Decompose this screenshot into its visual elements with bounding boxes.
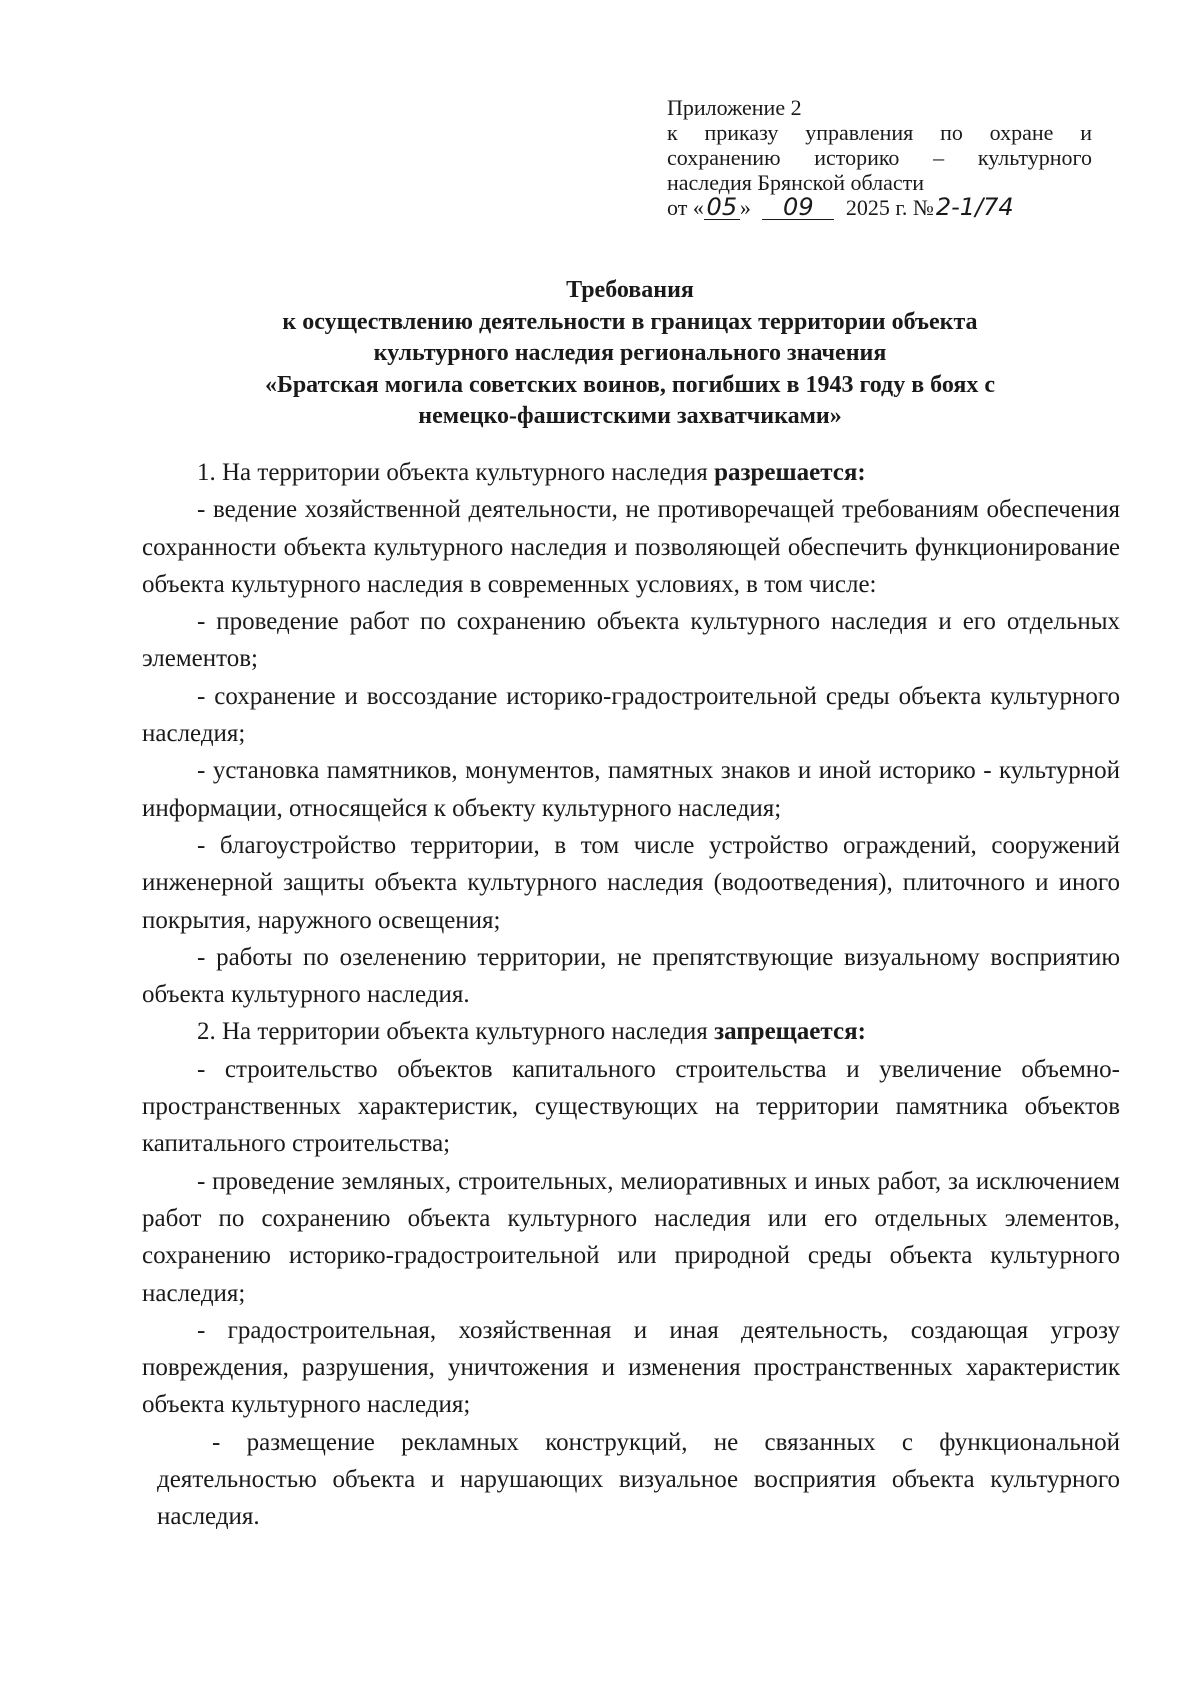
title-line-2: к осуществлению деятельности в границах территории объекта (282, 308, 978, 335)
section-1-item: - ведение хозяйственной деятельности, не противоречащей требованиям обеспечения сохранности объекта культурного наследия и позволяющей обеспечить функционирование объекта культурного наследия в современных условиях, в том числе: (142, 496, 1120, 598)
title-line-5: немецко-фашистскими захватчиками» (418, 403, 842, 429)
handwritten-order-number: 2-1/74 (935, 193, 1014, 221)
section-1-item: - благоустройство территории, в том числе устройство ограждений, сооружений инженерной защиты объекта культурного наследия (водоотведения), плиточного и иного покрытия, наружного освещения; (142, 831, 1120, 934)
title-line-1: Требования (566, 277, 694, 303)
annex-title: Приложение 2 (667, 95, 802, 120)
section-1-heading: 1. На территории объекта культурного наследия разрешается: (197, 459, 866, 486)
annex-region-line: наследия Брянской области (667, 170, 925, 195)
date-prefix: от « (667, 195, 704, 220)
annex-order-date (667, 195, 1092, 225)
section-1-item: - сохранение и воссоздание историко-градостроительной среды объекта культурного наследия; (142, 682, 1120, 748)
document-title (140, 275, 1120, 433)
annex-department-line: сохранению историко – культурного (667, 145, 1092, 170)
annex-order-line: к приказу управления по охране и (667, 120, 1092, 145)
date-mid: » (739, 195, 751, 220)
handwritten-month: 09 (783, 193, 814, 221)
date-year-text: 2025 г. № (845, 195, 934, 220)
section-2-item: - размещение рекламных конструкций, не связанных с функциональной деятельностью объекта и нарушающих визуальное восприятия объекта культурного наследия. (157, 1428, 1120, 1531)
date-month-field (762, 193, 834, 221)
date-day-field (704, 193, 740, 221)
handwritten-day: 05 (706, 193, 738, 221)
title-line-4: «Братская могила советских воинов, погибших в 1943 году в боях с (264, 371, 996, 398)
section-2-item: - градостроительная, хозяйственная и иная деятельность, создающая угрозу повреждения, разрушения, уничтожения и изменения пространственных характеристик объекта культурного наследия; (142, 1316, 1120, 1419)
section-1-item: - проведение работ по сохранению объекта культурного наследия и его отдельных элементов; (142, 608, 1120, 673)
section-2-heading: 2. На территории объекта культурного наследия запрещается: (197, 1018, 866, 1046)
section-2-item: - строительство объектов капитального строительства и увеличение объемно-пространственных характеристик, существующих на территории памятника объектов капитального строительства; (142, 1055, 1120, 1158)
section-1-item: - установка памятников, монументов, памятных знаков и иной историко - культурной информации, относящейся к объекту культурного наследия; (142, 757, 1120, 822)
document-body (142, 454, 1120, 1536)
section-2-item: - проведение земляных, строительных, мелиоративных и иных работ, за исключением работ по сохранению объекта культурного наследия или его отдельных элементов, сохранению историко-градостроительной или природной среды объекта культурного наследия; (142, 1167, 1120, 1307)
title-line-3: культурного наследия регионального значения (373, 340, 887, 366)
annex-header (667, 95, 1092, 225)
section-1-item: - работы по озеленению территории, не препятствующие визуальному восприятию объекта культурного наследия. (142, 943, 1120, 1009)
